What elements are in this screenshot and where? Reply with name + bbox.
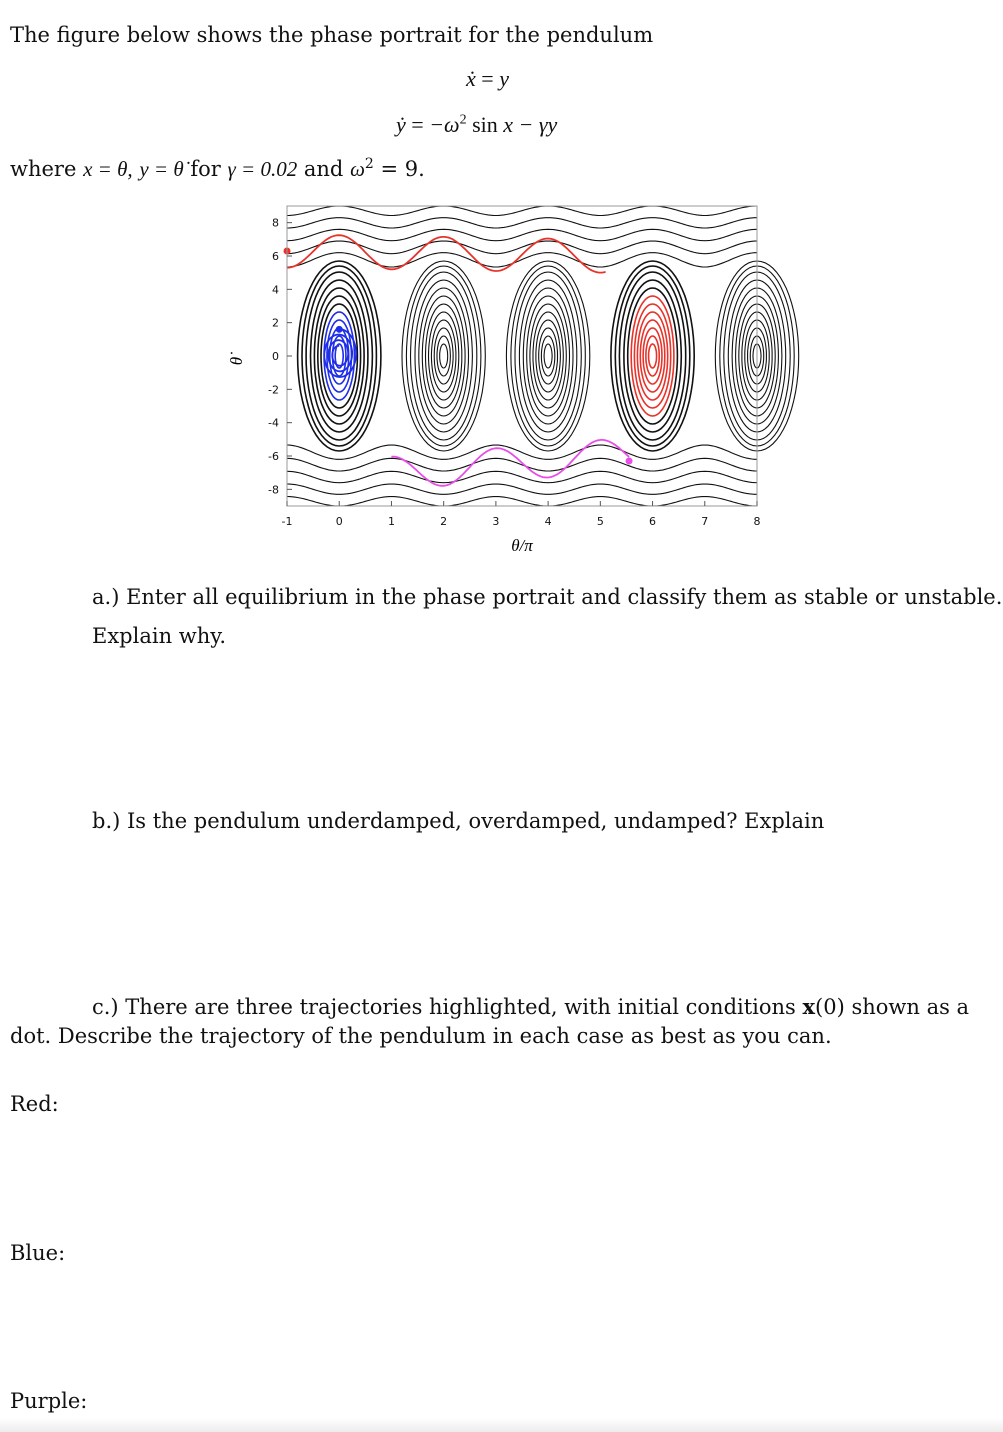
orbit-curve xyxy=(406,266,481,446)
answer-red-label: Red: xyxy=(10,1092,59,1116)
answer-purple-label: Purple: xyxy=(10,1389,88,1413)
x-tick-label: 6 xyxy=(649,515,657,528)
page-bottom-edge xyxy=(0,1418,1003,1432)
eq2-rhs-sup: 2 xyxy=(459,112,467,128)
rotation-curve xyxy=(287,445,757,459)
x-tick-label: 3 xyxy=(492,515,500,528)
eq2-rhs-fn: sin xyxy=(472,112,498,137)
orbit-curve xyxy=(624,280,681,432)
where-x-eq: x = θ, xyxy=(83,157,133,181)
where-omega-b: = 9. xyxy=(380,157,425,181)
question-c-part-b: (0) shown as a xyxy=(815,995,970,1019)
question-a-line-1: a.) Enter all equilibrium in the phase portrait and classify them as stable or unstable. xyxy=(92,585,1003,609)
orbit-curve xyxy=(640,320,665,392)
answer-blue-label: Blue: xyxy=(10,1241,66,1265)
orbit-curve xyxy=(544,344,552,368)
rotation-curve xyxy=(287,206,757,216)
where-gamma-eq: γ = 0.02 xyxy=(227,157,298,181)
y-tick-label: 2 xyxy=(272,316,279,330)
x-tick-label: 5 xyxy=(596,515,604,528)
rotation-curve xyxy=(287,241,757,254)
orbit-curve xyxy=(419,288,469,424)
highlighted-trajectory xyxy=(391,440,629,486)
orbit-curve xyxy=(511,266,585,446)
y-tick-label: -4 xyxy=(268,416,279,430)
x-tick-label: 4 xyxy=(544,515,552,528)
orbit-curve xyxy=(302,266,376,446)
question-b: b.) Is the pendulum underdamped, overdamped, undamped? Explain xyxy=(92,809,825,833)
x-tick-label: 8 xyxy=(753,515,761,528)
where-omega-sup: 2 xyxy=(364,156,374,172)
y-tick-label: -8 xyxy=(268,483,279,497)
orbit-curve xyxy=(411,272,477,440)
x-axis-ticks xyxy=(282,501,761,528)
equation-2: ẏ = $-\omega^2$ sin x − γy xyxy=(396,112,558,137)
question-c-part-a: c.) There are three trajectories highlighted, with initial conditions xyxy=(92,995,796,1019)
eq1-rhs: y xyxy=(499,66,509,91)
equation-1: ẋ = y xyxy=(466,66,509,91)
y-tick-label: -6 xyxy=(268,450,279,463)
question-c-line-1 xyxy=(92,993,969,1021)
rotation-curve xyxy=(287,458,757,471)
orbit-curve xyxy=(619,272,685,440)
where-y-eq: y = θ̇ xyxy=(139,157,184,181)
question-c-line-2: dot. Describe the trajectory of the pendulum in each case as best as you can. xyxy=(10,1024,832,1048)
orbit-curve xyxy=(429,312,459,400)
eq2-rhs-b: x − γy xyxy=(503,112,558,137)
where-prefix: where xyxy=(10,157,77,181)
intro-text: The figure below shows the phase portrait for the pendulum xyxy=(10,23,654,47)
rotation-curve xyxy=(287,471,757,482)
orbit-curve xyxy=(415,280,472,432)
eq2-lhs: ẏ xyxy=(396,112,406,137)
x-tick-label: 7 xyxy=(701,515,709,528)
rotation-curve xyxy=(287,497,757,507)
x-tick-label: 2 xyxy=(440,515,448,528)
orbit-curve xyxy=(440,344,448,368)
orbit-curve xyxy=(649,344,657,368)
initial-condition-dot xyxy=(626,458,633,465)
x-tick-label: 0 xyxy=(335,515,343,528)
phase-portrait-chart xyxy=(227,200,770,560)
x-axis-label: θ/π xyxy=(511,536,533,555)
orbit-curve xyxy=(519,280,576,432)
y-tick-label: -2 xyxy=(268,383,279,397)
orbit-curve xyxy=(523,288,573,424)
orbit-curve xyxy=(536,320,561,392)
x-tick-label: -1 xyxy=(281,515,293,528)
rotation-curve xyxy=(287,484,757,494)
orbit-curve xyxy=(431,320,456,392)
question-a-line-2: Explain why. xyxy=(92,624,227,648)
where-for: for xyxy=(190,157,221,181)
orbit-curve xyxy=(311,280,368,432)
rotation-curve xyxy=(287,229,757,240)
y-tick-label: 6 xyxy=(272,250,279,263)
eq1-lhs: ẋ xyxy=(466,66,476,91)
y-tick-label: 8 xyxy=(272,216,279,230)
orbit-curve xyxy=(533,312,563,400)
y-axis-label: θ̇ xyxy=(227,356,246,366)
y-axis-ticks xyxy=(268,217,292,497)
orbit-curve xyxy=(306,272,372,440)
eq2-rhs-a: −ω xyxy=(429,112,460,137)
initial-condition-dot xyxy=(336,326,343,333)
orbit-curve xyxy=(437,336,450,376)
orbit-curve xyxy=(637,312,667,400)
question-c-bold-x: x xyxy=(802,994,816,1019)
x-tick-label: 1 xyxy=(387,515,395,528)
orbit-curve xyxy=(515,272,581,440)
where-and: and xyxy=(303,157,344,181)
where-omega: ω xyxy=(350,157,365,181)
where-line xyxy=(10,150,425,183)
orbit-curve xyxy=(615,266,690,446)
y-tick-label: 4 xyxy=(272,283,279,297)
rotation-curve xyxy=(287,218,757,228)
orbit-curve xyxy=(541,336,554,376)
y-tick-label: 0 xyxy=(272,350,279,363)
